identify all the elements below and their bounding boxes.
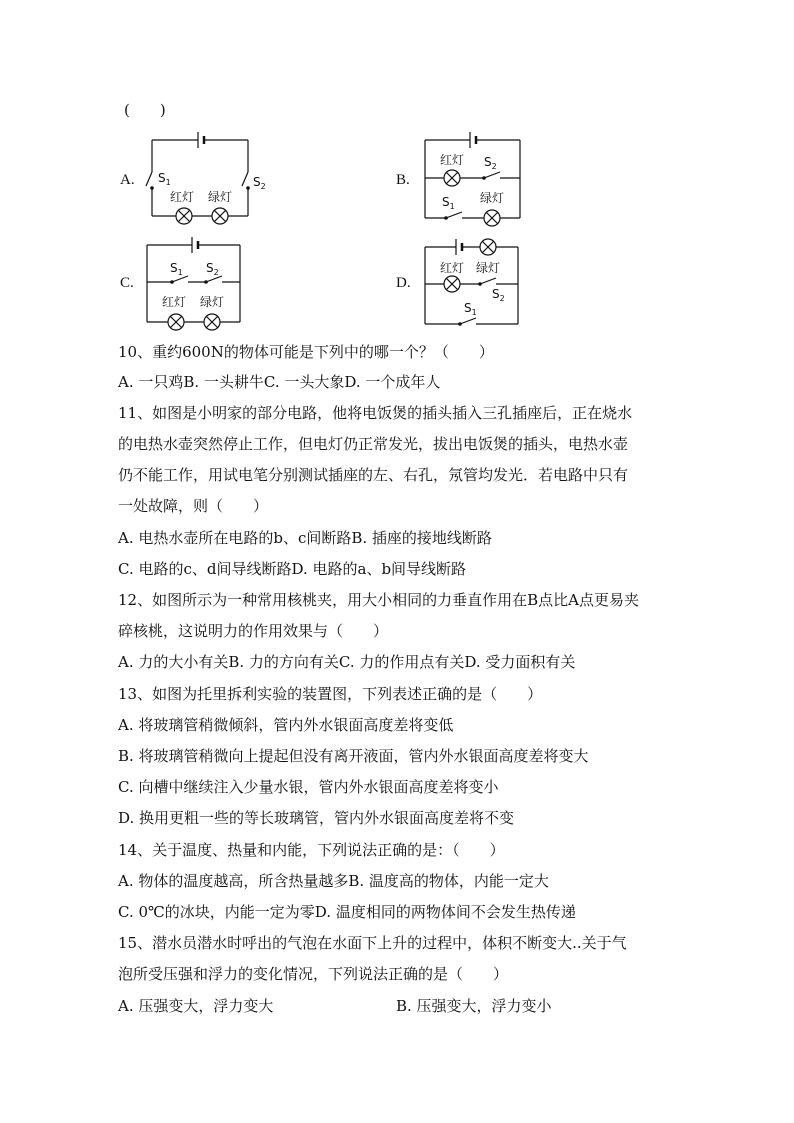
question-11-option-ab: A. 电热水壶所在电路的b、c间断路B. 插座的接地线断路 — [118, 529, 492, 547]
answer-paren: ( ) — [124, 101, 166, 119]
red-lamp-label: 红灯 — [170, 190, 195, 204]
option-b-label: B. — [396, 172, 410, 188]
switch-s1-label: $S_1$ — [158, 171, 171, 187]
question-11-line-2: 的电热水壶突然停止工作，但电灯仍正常发光，拔出电饭煲的插头，电热水壶 — [118, 435, 629, 453]
switch-s2-label: $S_2$ — [492, 287, 505, 303]
question-11-option-cd: C. 电路的c、d间导线断路D. 电路的a、b间导线断路 — [118, 560, 467, 578]
question-14-option-ab: A. 物体的温度越高，所含热量越多B. 温度高的物体，内能一定大 — [118, 872, 549, 890]
question-13-option-b: B. 将玻璃管稍微向上提起但没有离开液面，管内外水银面高度差将变大 — [118, 747, 589, 765]
option-d-label: D. — [396, 275, 411, 291]
option-a-label: A. — [120, 172, 135, 188]
question-15-option-a: A. 压强变大，浮力变大 — [118, 997, 274, 1015]
question-10: 10、重约600N的物体可能是下列中的哪一个？（ ） — [118, 343, 494, 361]
question-11-line-3: 仍不能工作，用试电笔分别测试插座的左、右孔，氖管均发光．若电路中只有 — [118, 466, 629, 484]
green-lamp-label: 绿灯 — [200, 295, 225, 309]
circuit-diagram-b — [420, 130, 530, 230]
question-12-line-2: 碎核桃，这说明力的作用效果与（ ） — [118, 622, 389, 640]
question-11-line-4: 一处故障，则（ ） — [118, 497, 269, 515]
option-c-label: C. — [120, 275, 134, 291]
switch-s2-label: $S_2$ — [253, 175, 266, 191]
question-13: 13、如图为托里拆利实验的装置图，下列表述正确的是（ ） — [118, 685, 543, 703]
circuit-diagram-c — [140, 234, 250, 334]
switch-s2-label: $S_2$ — [206, 261, 219, 277]
red-lamp-label: 红灯 — [440, 261, 465, 275]
question-13-option-c: C. 向槽中继续注入少量水银，管内外水银面高度差将变小 — [118, 778, 499, 796]
switch-s1-label: $S_1$ — [170, 261, 183, 277]
question-14: 14、关于温度、热量和内能，下列说法正确的是：（ ） — [118, 841, 505, 859]
question-14-option-cd: C. 0℃的冰块，内能一定为零D. 温度相同的两物体间不会发生热传递 — [118, 903, 576, 921]
green-lamp-label: 绿灯 — [208, 190, 233, 204]
red-lamp-label: 红灯 — [440, 153, 465, 167]
question-15-line-1: 15、潜水员潜水时呼出的气泡在水面下上升的过程中，体积不断变大..关于气 — [118, 934, 627, 952]
circuit-diagram-d — [420, 232, 530, 332]
question-15-option-b: B. 压强变大，浮力变小 — [396, 997, 552, 1015]
circuit-diagram-a — [140, 130, 270, 230]
question-10-options: A. 一只鸡B. 一头耕牛C. 一头大象D. 一个成年人 — [118, 373, 441, 391]
green-lamp-label: 绿灯 — [476, 261, 501, 275]
question-13-option-a: A. 将玻璃管稍微倾斜，管内外水银面高度差将变低 — [118, 716, 454, 734]
red-lamp-label: 红灯 — [162, 295, 187, 309]
switch-s1-label: $S_1$ — [464, 301, 477, 317]
question-12-options: A. 力的大小有关B. 力的方向有关C. 力的作用点有关D. 受力面积有关 — [118, 653, 576, 671]
question-15-line-2: 泡所受压强和浮力的变化情况，下列说法正确的是（ ） — [118, 965, 509, 983]
green-lamp-label: 绿灯 — [480, 191, 505, 205]
question-13-option-d: D. 换用更粗一些的等长玻璃管，管内外水银面高度差将不变 — [118, 809, 515, 827]
switch-s1-label: $S_1$ — [442, 195, 455, 211]
switch-s2-label: $S_2$ — [484, 155, 497, 171]
question-11-line-1: 11、如图是小明家的部分电路，他将电饭煲的插头插入三孔插座后，正在烧水 — [118, 404, 633, 422]
question-12-line-1: 12、如图所示为一种常用核桃夹，用大小相同的力垂直作用在B点比A点更易夹 — [118, 591, 639, 609]
